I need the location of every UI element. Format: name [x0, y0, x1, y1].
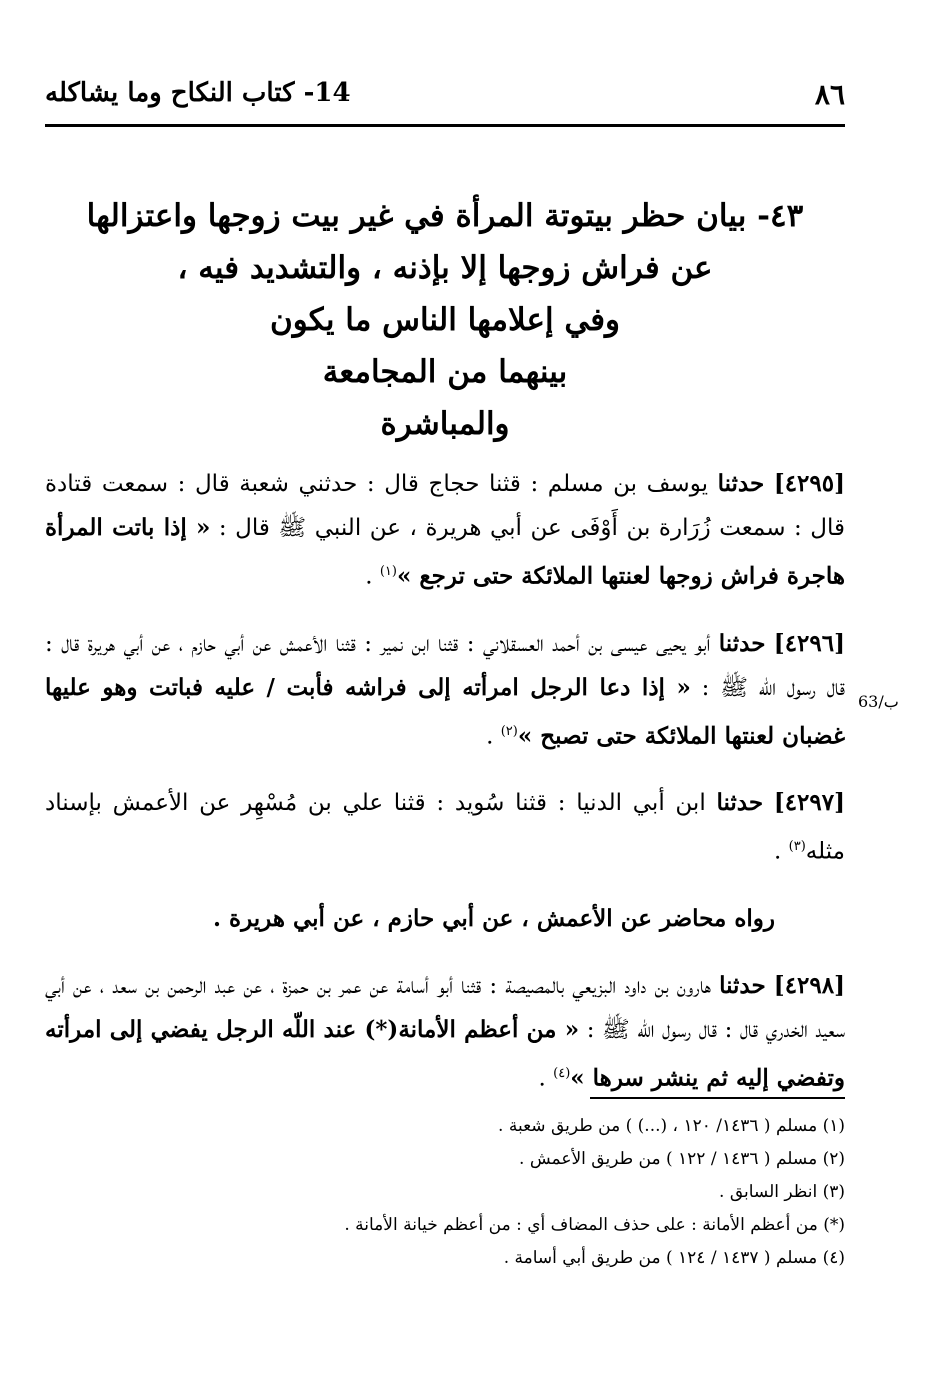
hadith-end: . — [774, 838, 789, 865]
hadith-end: . — [365, 563, 380, 590]
hadith-keyword: حدثنا — [718, 629, 766, 657]
chapter-heading-line: والمباشرة — [380, 406, 510, 442]
hadith-isnad: هارون بن داود البزيعي بالمصيصة : قثنا أبو أسامة عن عمر بن حمزة ، عن عبد الرحمن بن سعد ، عن أبي سعيد الخدري قال : قال رسول اللّه ﷺ : — [45, 972, 846, 1043]
page-number: ٨٦ — [814, 78, 845, 111]
footnote-ref: (٤) — [553, 1065, 571, 1081]
hadith-number: [٤٢٩٥] — [773, 470, 846, 497]
chapter-heading-line: بينهما من المجامعة — [322, 354, 568, 390]
chapter-heading-line: ٤٣- بيان حظر بيتوتة المرأة في غير بيت زوجها واعتزالها — [86, 198, 804, 234]
chapter-heading-line: عن فراش زوجها إلا بإذنه ، والتشديد فيه ، — [177, 250, 713, 286]
hadith-4295 — [45, 462, 845, 599]
footnote-item: (١) مسلم ( ١٤٣٦/ ١٢٠ ، (...) ) من طريق شعبة . — [498, 1116, 845, 1136]
hadith-end: . — [486, 723, 501, 750]
footnote-ref: (٣) — [788, 839, 806, 855]
manuscript-folio-marker: 63/ب — [858, 692, 899, 711]
footnote-divider — [590, 1097, 845, 1099]
footnotes — [45, 1110, 845, 1275]
hadith-4297 — [45, 781, 845, 874]
hadith-keyword: حدثنا — [719, 971, 766, 999]
footnote-item: (٢) مسلم ( ١٤٣٦ / ١٢٢ ) من طريق الأعمش . — [519, 1149, 845, 1169]
footnote-item: (٣) انظر السابق . — [719, 1182, 845, 1202]
footnote-ref: (٢) — [500, 723, 518, 739]
hadith-4296 — [45, 622, 845, 759]
hadith-number: [٤٢٩٧] — [773, 789, 846, 817]
hadith-keyword: حدثنا — [716, 789, 764, 817]
hadith-matn: « إذا دعا الرجل امرأته إلى فراشه فأبت / عليه فباتت وهو عليها غضبان لعنتها الملائكة حتى تصبح » — [45, 673, 845, 750]
hadith-keyword: حدثنا — [717, 470, 765, 497]
chapter-heading — [45, 190, 845, 450]
hadith-matn: « من أعظم الأمانة(*) عند اللّه الرجل يفضي إلى امرأته وتفضي إليه ثم ينشر سرها » — [45, 1015, 845, 1092]
hadith-isnad: ابن أبي الدنيا : قثنا سُويد : قثنا علي بن مُسْهِر عن الأعمش بإسناد مثله — [45, 790, 845, 865]
book-title: 14- كتاب النكاح وما يشاكله — [45, 78, 351, 108]
hadith-isnad: أبو يحيى عيسى بن أحمد العسقلاني : قثنا ابن نمير : قثنا الأعمش عن أبي حازم ، عن أبي هريرة قال : قال رسول اللّه ﷺ : — [45, 630, 846, 701]
hadith-end: . — [538, 1065, 554, 1092]
main-text — [45, 462, 845, 1105]
header-divider — [45, 124, 845, 127]
hadith-4298 — [45, 964, 845, 1101]
hadith-matn: « إذا باتت المرأة هاجرة فراش زوجها لعنتها الملائكة حتى ترجع » — [45, 514, 845, 590]
riwaya-note: رواه محاضر عن الأعمش ، عن أبي حازم ، عن أبي هريرة . — [213, 904, 775, 932]
chapter-heading-line: وفي إعلامها الناس ما يكون — [269, 302, 621, 338]
hadith-isnad: يوسف بن مسلم : قثنا حجاج قال : حدثني شعبة قال : سمعت قتادة قال : سمعت زُرَارة بن أَوْفَى عن أبي هريرة ، عن النبي ﷺ قال : — [45, 471, 846, 541]
hadith-number: [٤٢٩٨] — [773, 971, 845, 999]
footnote-ref: (١) — [379, 564, 397, 579]
hadith-number: [٤٢٩٦] — [773, 629, 845, 657]
running-header — [45, 72, 845, 122]
footnote-item: (*) من أعظم الأمانة : على حذف المضاف أي : من أعظم خيانة الأمانة . — [344, 1215, 845, 1235]
footnote-item: (٤) مسلم ( ١٤٣٧ / ١٢٤ ) من طريق أبي أسامة . — [503, 1248, 845, 1268]
